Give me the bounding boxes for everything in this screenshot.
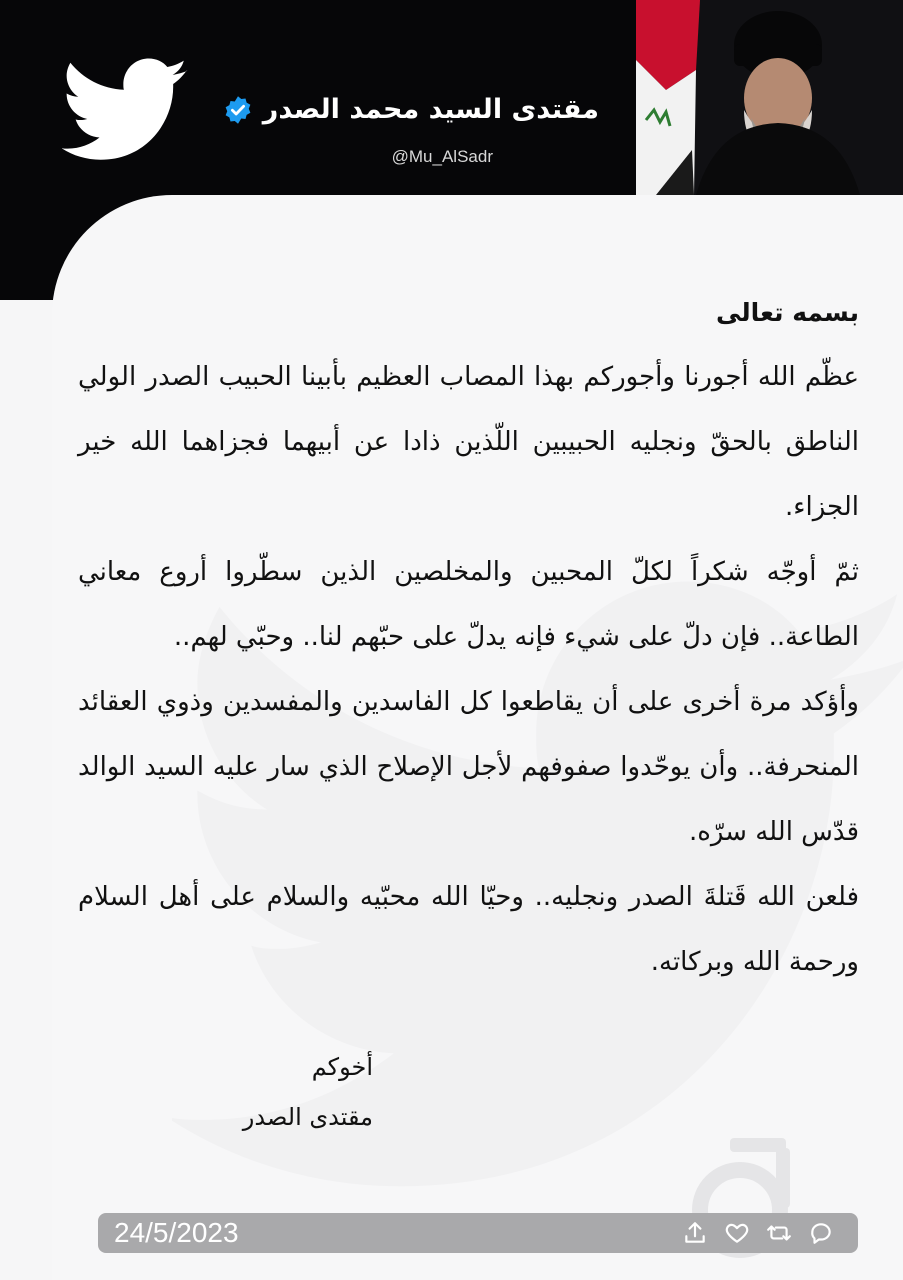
user-handle: @Mu_AlSadr: [391, 147, 493, 166]
profile-photo: [636, 0, 903, 195]
tweet-date: 24/5/2023: [114, 1217, 239, 1248]
letter-paragraph: ثمّ أوجّه شكراً لكلّ المحبين والمخلصين الذين سطّروا أروع معاني الطاعة.. فإن دلّ على شيء فإنه يدلّ على حبّهم لنا.. وحبّي لهم..: [78, 557, 859, 652]
share-icon[interactable]: [682, 1220, 708, 1246]
profile-name-block: [223, 94, 599, 125]
letter-heading: بسمه تعالى: [715, 298, 859, 327]
signature-name: مقتدى الصدر: [242, 1103, 373, 1131]
letter-paragraph: وأؤكد مرة أخرى على أن يقاطعوا كل الفاسدين والمفسدين وذوي العقائد المنحرفة.. وأن يوحّدوا صفوفهم لأجل الإصلاح الذي سار عليه السيد الوالد قدّس الله سرّه.: [78, 687, 859, 847]
twitter-bird-icon: [62, 58, 190, 164]
display-name: مقتدى السيد محمد الصدر: [262, 94, 599, 125]
tweet-actions: [682, 1220, 834, 1246]
retweet-icon[interactable]: [766, 1220, 792, 1246]
tweet-text: [78, 280, 859, 995]
heart-icon[interactable]: [724, 1220, 750, 1246]
signature: [243, 1042, 373, 1142]
letter-paragraph: عظّم الله أجورنا وأجوركم بهذا المصاب العظيم بأبينا الحبيب الصدر الولي الناطق بالحقّ ونجليه الحبيبين اللّذين ذادا عن أبيهما فجزاهما الله خير الجزاء.: [78, 362, 859, 522]
tweet-footer-bar: [98, 1213, 858, 1253]
signature-closing: أخوكم: [311, 1053, 373, 1081]
verified-badge-icon: [223, 95, 253, 125]
reply-icon[interactable]: [808, 1220, 834, 1246]
letter-paragraph: فلعن الله قَتلةَ الصدر ونجليه.. وحيّا الله محبّيه والسلام على أهل السلام ورحمة الله وبركاته.: [78, 882, 859, 977]
